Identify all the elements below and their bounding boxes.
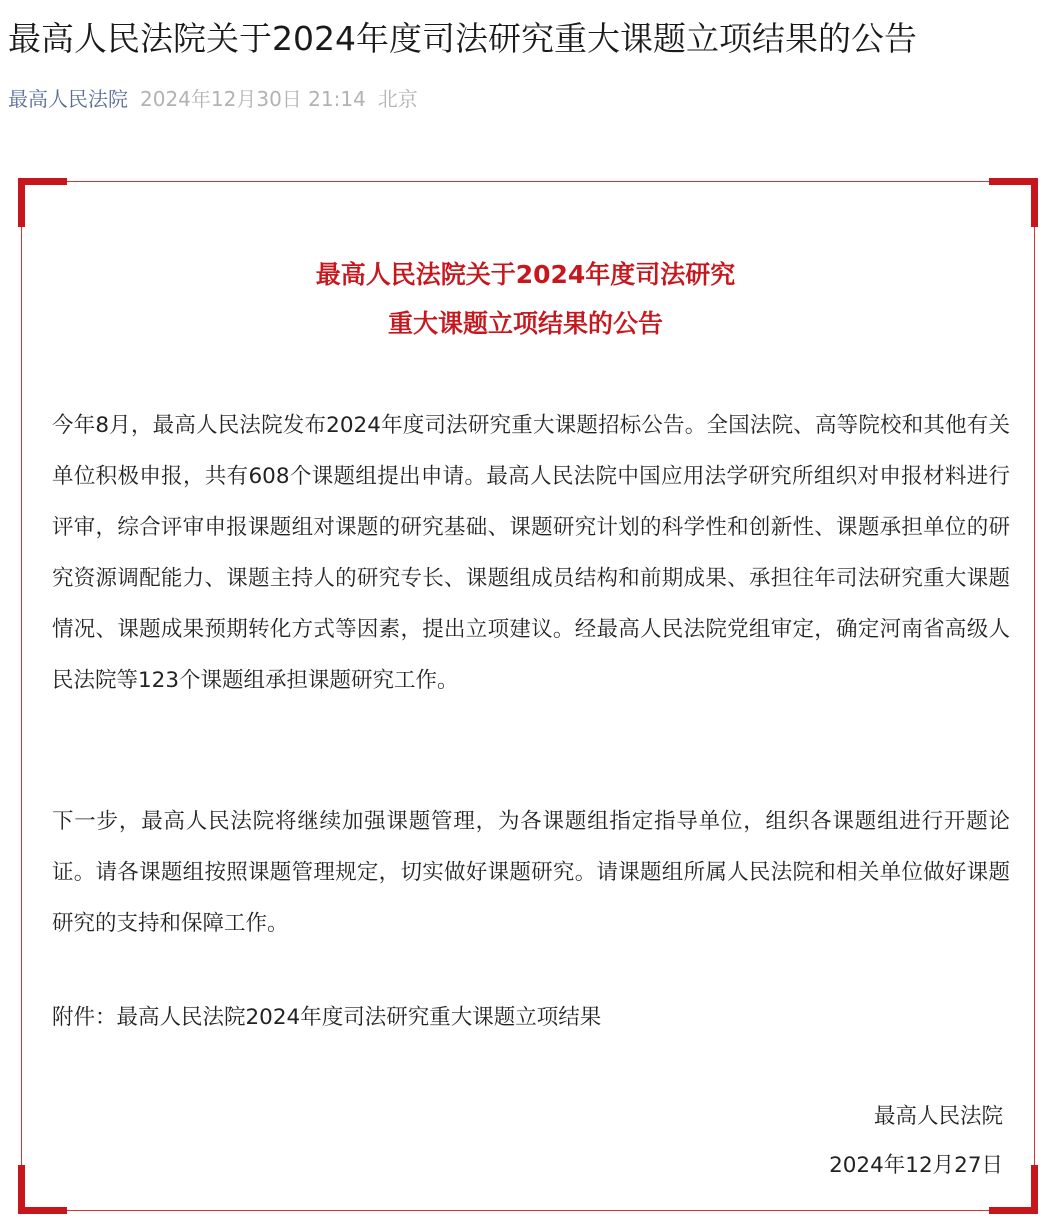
frame-corner-bottom-left [18,1165,67,1214]
frame-corner-top-left [18,178,67,227]
notice-paragraph-1: 今年8月，最高人民法院发布2024年度司法研究重大课题招标公告。全国法院、高等院校和其他有关单位积极申报，共有608个课题组提出申请。最高人民法院中国应用法学研究所组织对申报材料进行评审，综合评审申报课题组对课题的研究基础、课题研究计划的科学性和创新性、课题承担单位的研究资源调配能力、课题主持人的研究专长、课题组成员结构和前期成果、承担往年司法研究重大课题情况、课题成果预期转化方式等因素，提出立项建议。经最高人民法院党组审定，确定河南省高级人民法院等123个课题组承担课题研究工作。 [52,413,1010,693]
publish-location: 北京 [377,87,418,111]
notice-paragraph-2: 下一步，最高人民法院将继续加强课题管理，为各课题组指定指导单位，组织各课题组进行开题论证。请各课题组按照课题管理规定，切实做好课题研究。请课题组所属人民法院和相关单位做好课题研究的支持和保障工作。 [52,809,1010,936]
attachment-note: 附件：最高人民法院2024年度司法研究重大课题立项结果 [52,1005,602,1030]
signature-date: 2024年12月27日 [829,1153,1003,1178]
author-link[interactable]: 最高人民法院 [8,87,128,111]
notice-title-line-1: 最高人民法院关于2024年度司法研究 [315,260,736,289]
article-meta [8,84,418,114]
notice-title-line-2: 重大课题立项结果的公告 [387,309,663,338]
article-title: 最高人民法院关于2024年度司法研究重大课题立项结果的公告 [8,19,917,58]
frame-corner-top-right [989,178,1038,227]
signature-organization: 最高人民法院 [873,1104,1003,1129]
publish-time: 2024年12月30日 21:14 [140,87,366,111]
